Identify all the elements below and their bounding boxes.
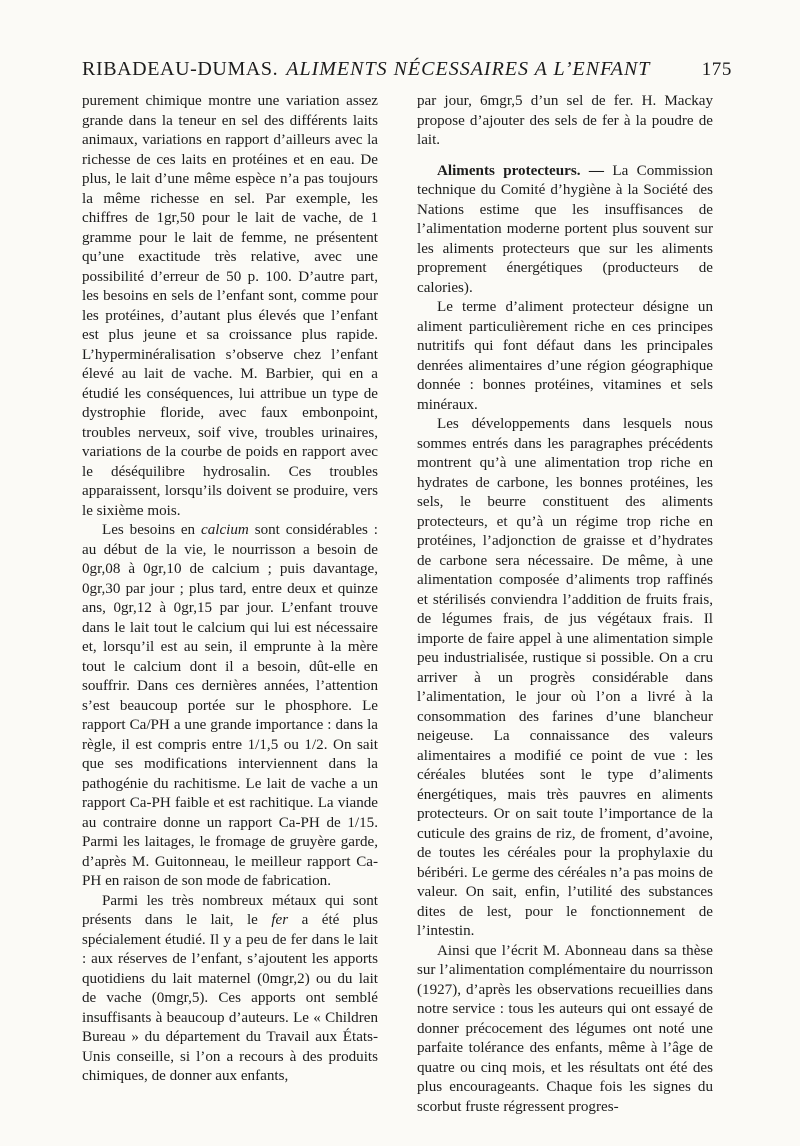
running-header xyxy=(82,58,732,92)
paragraph: purement chimique montre une variation assez grande dans la teneur en sel des différents laits animaux, variations en rapport d’ailleurs avec la richesse de ces laits en protéines et en eau. De plus, le lait d’une même espèce n’a pas toujours la même richesse en sel. Par exemple, les chiffres de 1gr,50 pour le lait de vache, de 1 gramme pour le lait de femme, ne présentent qu’une exactitude très relative, avec une possibilité d’erreur de 50 p. 100. D’autre part, les besoins en sels de l’enfant sont, comme pour les protéines, d’autant plus élevés que l’enfant est plus jeune et sa croissance plus rapide. L’hyperminéralisation s’observe chez l’enfant élevé au lait de vache. M. Barbier, qui en a étudié les conséquences, lui attribue un type de dystrophie floride, avec faux embonpoint, troubles nerveux, soif vive, troubles urinaires, variations de la courbe de poids en rapport avec le déséquilibre hydrosalin. Ces troubles apparaissent, lorsqu’ils doivent se produire, vers le sixième mois. xyxy=(82,93,378,519)
header-author: RIBADEAU-DUMAS. xyxy=(82,58,279,80)
right-column xyxy=(417,92,713,1117)
page-number: 175 xyxy=(701,59,732,80)
paragraph xyxy=(82,892,378,1087)
paragraph-text: Les besoins en xyxy=(102,522,196,538)
paragraph xyxy=(82,521,378,892)
paragraph xyxy=(417,162,713,299)
section-heading: Aliments protecteurs. — xyxy=(437,162,604,179)
paragraph-text: a été plus spécialement étudié. Il y a peu de fer dans le lait : aux réserves de l’enfant, s’ajoutent les apports quotidiens du lait maternel (0mgr,2) ou du lait de vache (0mgr,5). Ces apports ont semblé insuffisants à beaucoup d’auteurs. Le « Children Bureau » du département du Travail aux États-Unis conseille, si l’on a recours à des produits chimiques, de donner aux enfants, xyxy=(82,912,379,1084)
header-title: ALIMENTS NÉCESSAIRES A L’ENFANT xyxy=(286,58,651,80)
paragraph: Le terme d’aliment protecteur désigne un aliment particulièrement riche en ces principes nutritifs qui font défaut dans les principales denrées alimentaires d’une région géographique donnée : bonnes protéines, vitamines et sels minéraux. xyxy=(417,299,713,413)
paragraph: par jour, 6mgr,5 d’un sel de fer. H. Mackay propose d’ajouter des sels de fer à la poudre de lait. xyxy=(417,93,713,148)
paragraph-text: La Commission technique du Comité d’hygiène à la Société des Nations estime que les insuffisances de l’alimentation moderne portent plus souvent sur les aliments protecteurs que sur les aliments proprement énergétiques (producteurs de calories). xyxy=(417,162,713,296)
left-column xyxy=(82,92,378,1087)
paragraph: Ainsi que l’écrit M. Abonneau dans sa thèse sur l’alimentation complémentaire du nourrisson (1927), d’après les observations recueillies dans notre service : tous les auteurs qui ont essayé de donner précocement des légumes ont noté une parfaite tolérance des enfants, même à l’âge de quatre ou cinq mois, et les résultats ont été des plus encourageants. Chaque fois les signes du scorbut fruste régressent progres- xyxy=(417,942,713,1115)
paragraph-text: Parmi les très nombreux métaux qui sont présents dans le lait, le xyxy=(82,892,378,928)
paragraph: Les développements dans lesquels nous sommes entrés dans les paragraphes précédents montrent qu’à une alimentation trop riche en hydrates de carbone, les bonnes protéines, les sels, le beurre constituent des aliments protecteurs, et qu’à un régime trop riche en protéines, l’adjonction de graisse et d’hydrates de carbone sera nécessaire. De même, à une alimentation composée d’aliments trop raffinés et stérilisés conviendra l’addition de fruits frais, de légumes frais, de jus végétaux frais. Il importe de faire appel à une alimentation simple peu industrialisée, rustique si possible. On a cru arriver à un progrès considérable dans l’alimentation, le jour où l’on a livré à la consommation des farines d’une blancheur neigeuse. La connaissance des valeurs alimentaires a modifié ce point de vue : les céréales blutées sont le type d’aliments énergétiques, mais très pauvres en aliments protecteurs. Or on sait toute l’importance de la cuticule des grains de riz, de froment, d’avoine, de toutes les céréales pour la prophylaxie du béribéri. Le germe des céréales n’a pas moins de valeur. On sait, enfin, l’utilité des substances dites de lest, pour le fonctionnement de l’intestin. xyxy=(417,416,713,939)
emphasis-fer: fer xyxy=(271,912,289,928)
paragraph-text: sont considérables : au début de la vie, le nourrisson a besoin de 0gr,08 à 0gr,10 de calcium ; puis davantage, 0gr,30 par jour ; plus tard, entre deux et quinze ans, 0gr,12 à 0gr,15 par jour. L’enfant trouve dans le lait tout le calcium qui lui est nécessaire et, lorsqu’il est au sein, il emprunte à la mère tout le calcium dont il a besoin, dût-elle en souffrir. Dans ces dernières années, l’attention s’est beaucoup portée sur le phosphore. Le rapport Ca/PH a une grande importance : dans la règle, il est compris entre 1/1,5 ou 1/2. On sait que ses modifications interviennent dans la pathogénie du rachitisme. Le lait de vache a un rapport Ca-PH faible et est rachitique. La viande au contraire donne un rapport Ca-PH de 1/15. Parmi les laitages, le fromage de gruyère garde, d’après M. Guitonneau, le meilleur rapport Ca-PH en raison de son mode de fabrication. xyxy=(82,522,378,889)
emphasis-calcium: calcium xyxy=(201,522,249,538)
